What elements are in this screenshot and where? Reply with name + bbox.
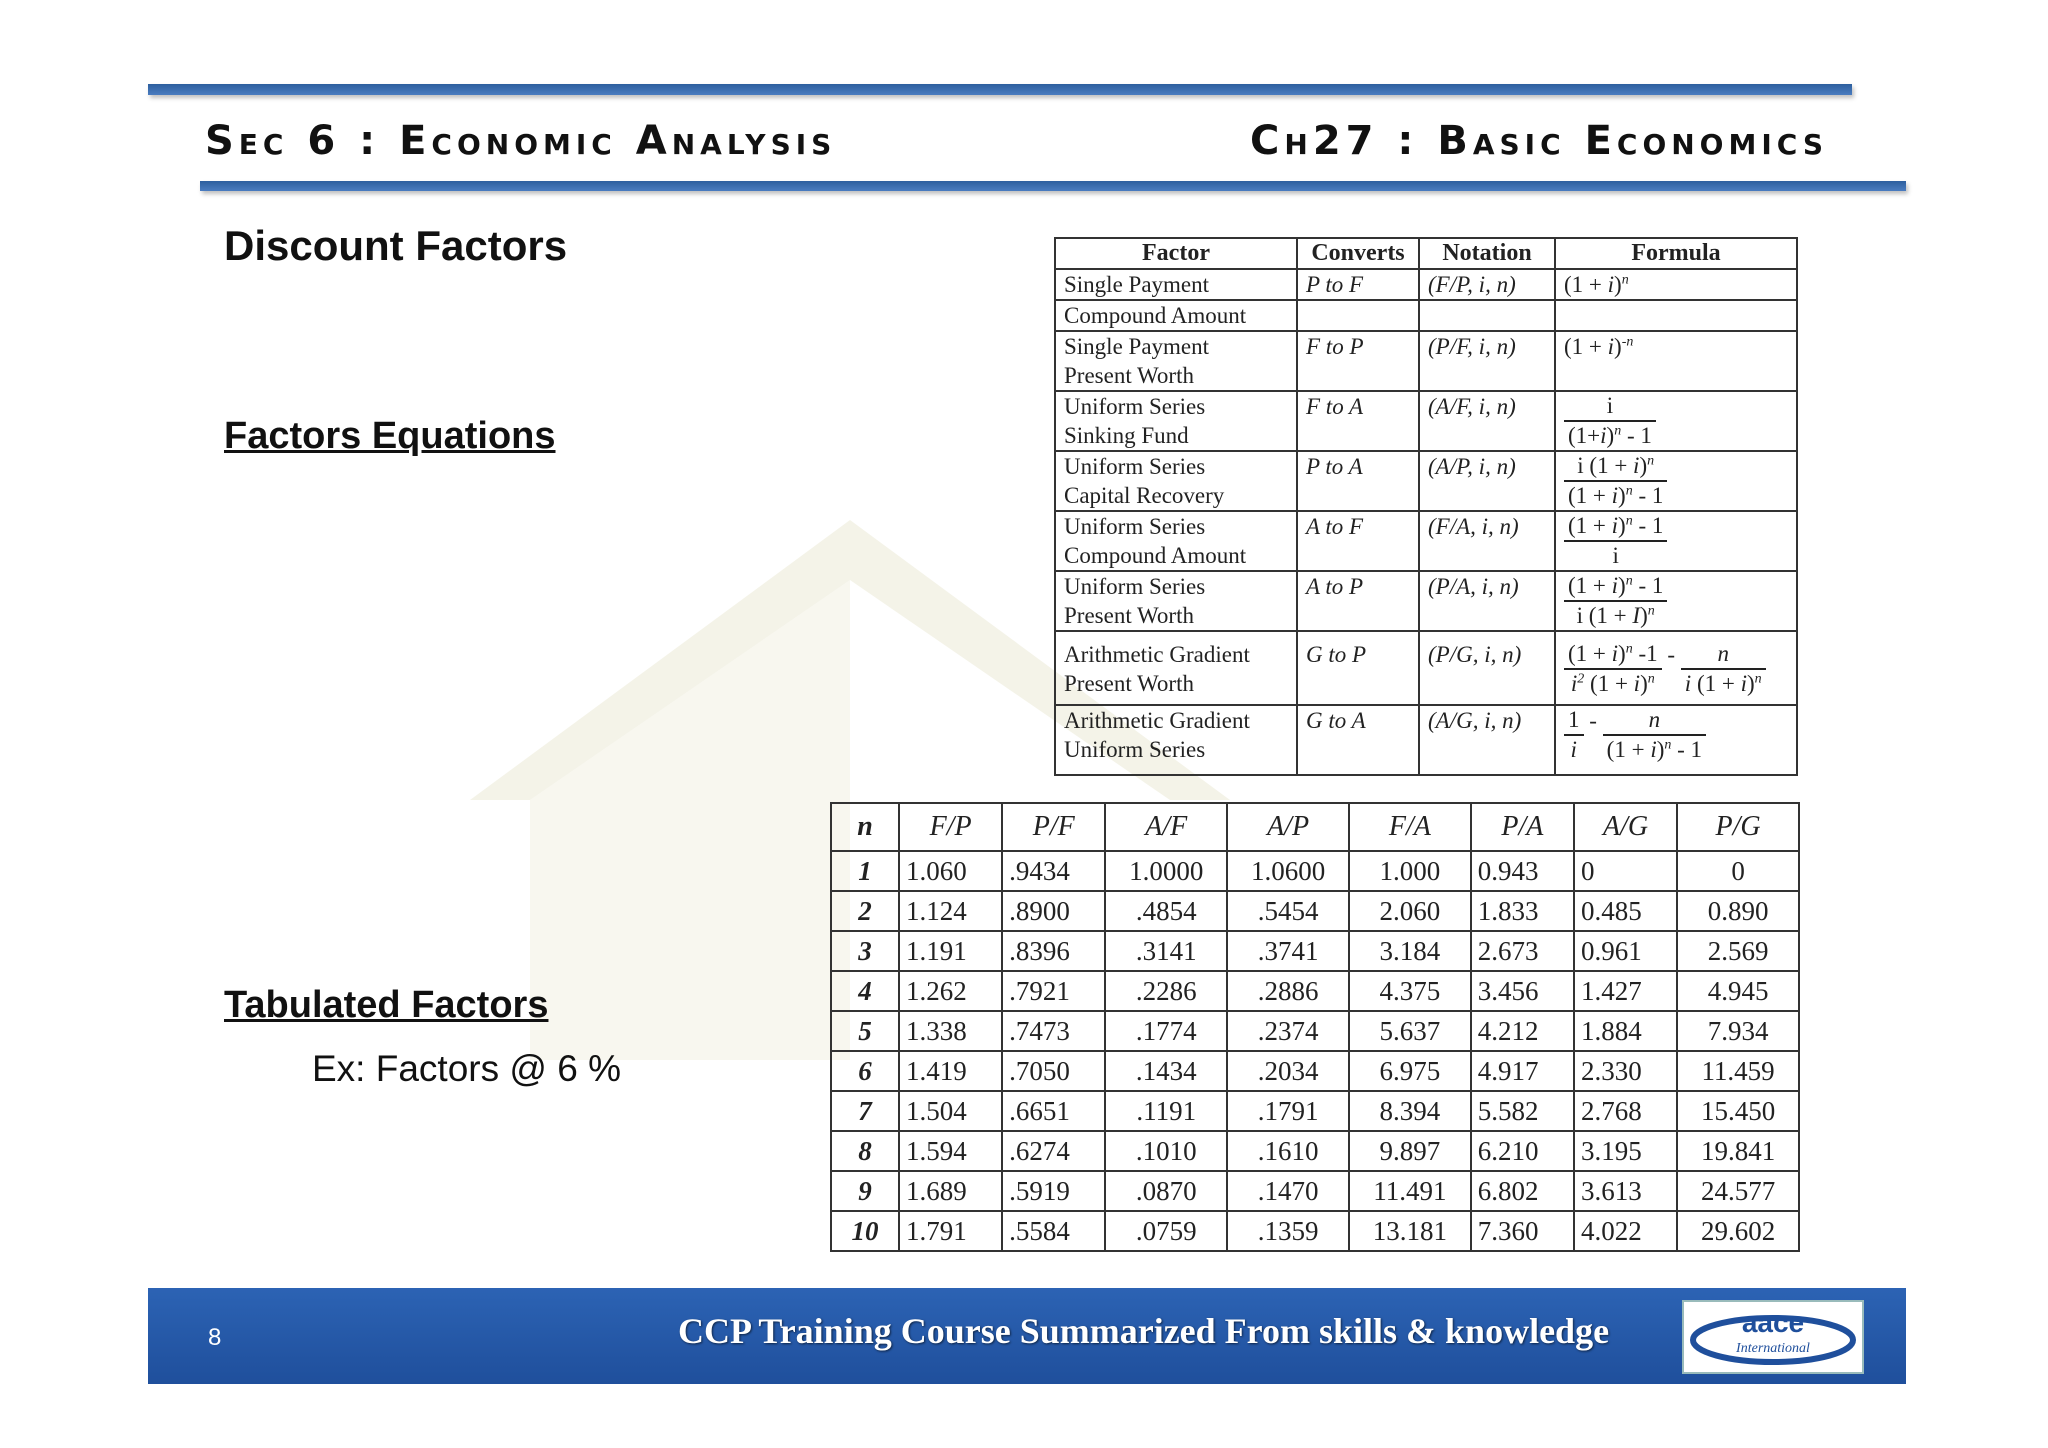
- table-row: [1055, 705, 1797, 775]
- table-cell: 9.897: [1349, 1131, 1471, 1171]
- converts-cell: G to A: [1297, 705, 1419, 775]
- table-cell: .2034: [1227, 1051, 1349, 1091]
- table-cell: 0.943: [1471, 851, 1574, 891]
- formula-table-header: [1055, 238, 1797, 269]
- table-cell: 1.833: [1471, 891, 1574, 931]
- table-cell: 1.504: [899, 1091, 1002, 1131]
- table-cell: .1010: [1105, 1131, 1227, 1171]
- table-cell: 0.890: [1677, 891, 1799, 931]
- table-cell: 1.884: [1574, 1011, 1677, 1051]
- formula-cell: $(1 + i)^{-n}$: [1555, 331, 1797, 391]
- table-cell: 13.181: [1349, 1211, 1471, 1251]
- factor-cell: Single Payment: [1055, 269, 1297, 300]
- table-cell: 1.124: [899, 891, 1002, 931]
- table-cell: 1.000: [1349, 851, 1471, 891]
- footer-bar: [148, 1288, 1906, 1384]
- svg-text:aace: aace: [1741, 1307, 1805, 1338]
- converts-cell: A to F: [1297, 511, 1419, 571]
- table-row: [1055, 631, 1797, 705]
- table-row: [1055, 269, 1797, 300]
- header-converts: Converts: [1297, 238, 1419, 269]
- table-cell: .9434: [1002, 851, 1105, 891]
- table-cell: 6.802: [1471, 1171, 1574, 1211]
- table-row: [831, 1011, 1799, 1051]
- table-cell: 4.375: [1349, 971, 1471, 1011]
- factor-cell: Compound Amount: [1055, 300, 1297, 331]
- column-header: A/G: [1574, 803, 1677, 851]
- table-cell: .5584: [1002, 1211, 1105, 1251]
- notation-cell: (A/G, i, n): [1419, 705, 1555, 775]
- table-cell: 2.569: [1677, 931, 1799, 971]
- table-cell: .1470: [1227, 1171, 1349, 1211]
- table-cell: 5.637: [1349, 1011, 1471, 1051]
- table-cell: 6.975: [1349, 1051, 1471, 1091]
- aace-logo: [1682, 1300, 1864, 1374]
- factor-cell: Single Payment Present Worth: [1055, 331, 1297, 391]
- formula-cell: $\frac{(1 + i)^n - 1}{i}$: [1555, 511, 1797, 571]
- table-cell: .1359: [1227, 1211, 1349, 1251]
- table-cell: 3.195: [1574, 1131, 1677, 1171]
- table-row: [1055, 331, 1797, 391]
- table-cell: 2.768: [1574, 1091, 1677, 1131]
- notation-cell: (F/P, i, n): [1419, 269, 1555, 300]
- example-note: Ex: Factors @ 6 %: [312, 1048, 621, 1089]
- table-cell: 3.184: [1349, 931, 1471, 971]
- factor-cell: Arithmetic Gradient Present Worth: [1055, 631, 1297, 705]
- column-header: F/A: [1349, 803, 1471, 851]
- table-row: [831, 1091, 1799, 1131]
- section-header: Sec 6 : Economic Analysis: [205, 118, 837, 164]
- factor-cell: Uniform Series Present Worth: [1055, 571, 1297, 631]
- table-cell: 1.791: [899, 1211, 1002, 1251]
- column-header: P/F: [1002, 803, 1105, 851]
- table-cell: 2.060: [1349, 891, 1471, 931]
- table-cell: 4.917: [1471, 1051, 1574, 1091]
- formula-table: [1054, 237, 1798, 776]
- column-header: A/P: [1227, 803, 1349, 851]
- formula-cell: $(1 + i)^n$: [1555, 269, 1797, 300]
- table-row: [1055, 451, 1797, 511]
- table-row: [831, 851, 1799, 891]
- table-cell: 0.961: [1574, 931, 1677, 971]
- header-rule-bottom: [200, 181, 1906, 191]
- table-cell: 1.427: [1574, 971, 1677, 1011]
- table-cell: 1.689: [899, 1171, 1002, 1211]
- table-cell: 6.210: [1471, 1131, 1574, 1171]
- table-row: [1055, 391, 1797, 451]
- table-cell: .8396: [1002, 931, 1105, 971]
- notation-cell: (P/A, i, n): [1419, 571, 1555, 631]
- table-cell: 1.0600: [1227, 851, 1349, 891]
- converts-cell: G to P: [1297, 631, 1419, 705]
- converts-cell: A to P: [1297, 571, 1419, 631]
- table-row: [1055, 571, 1797, 631]
- table-cell: .1610: [1227, 1131, 1349, 1171]
- factor-cell: Arithmetic Gradient Uniform Series: [1055, 705, 1297, 775]
- column-header: A/F: [1105, 803, 1227, 851]
- formula-cell: $\frac{1}{i}$ - $\frac{n}{(1 + i)^n - 1}$: [1555, 705, 1797, 775]
- factor-table: [830, 802, 1800, 1252]
- table-cell: 5: [831, 1011, 899, 1051]
- factor-cell: Uniform Series Capital Recovery: [1055, 451, 1297, 511]
- table-cell: 8: [831, 1131, 899, 1171]
- table-cell: 3: [831, 931, 899, 971]
- table-cell: 0: [1677, 851, 1799, 891]
- column-header: F/P: [899, 803, 1002, 851]
- notation-cell: (P/F, i, n): [1419, 331, 1555, 391]
- table-cell: .1434: [1105, 1051, 1227, 1091]
- factor-table-header: [831, 803, 1799, 851]
- page-title: Discount Factors: [224, 222, 568, 269]
- notation-cell: (F/A, i, n): [1419, 511, 1555, 571]
- table-row: [831, 971, 1799, 1011]
- table-cell: .3141: [1105, 931, 1227, 971]
- table-cell: .1791: [1227, 1091, 1349, 1131]
- header-notation: Notation: [1419, 238, 1555, 269]
- table-cell: 29.602: [1677, 1211, 1799, 1251]
- formula-cell: $\frac{(1 + i)^n -1}{i^2 (1 + i)^n}$ - $\frac{n}{i (1 + i)^n}$: [1555, 631, 1797, 705]
- table-cell: 8.394: [1349, 1091, 1471, 1131]
- tabulated-factors-heading: Tabulated Factors: [224, 984, 549, 1026]
- header-formula: Formula: [1555, 238, 1797, 269]
- table-cell: 1.419: [899, 1051, 1002, 1091]
- table-cell: 4: [831, 971, 899, 1011]
- table-cell: 11.491: [1349, 1171, 1471, 1211]
- table-cell: 1.191: [899, 931, 1002, 971]
- notation-cell: (A/F, i, n): [1419, 391, 1555, 451]
- table-row: [831, 1131, 1799, 1171]
- table-cell: 7.934: [1677, 1011, 1799, 1051]
- table-cell: .2286: [1105, 971, 1227, 1011]
- converts-cell: F to A: [1297, 391, 1419, 451]
- table-cell: 3.456: [1471, 971, 1574, 1011]
- page-number: 8: [208, 1324, 222, 1351]
- table-row: [1055, 511, 1797, 571]
- table-cell: .2886: [1227, 971, 1349, 1011]
- table-cell: .5919: [1002, 1171, 1105, 1211]
- table-cell: 10: [831, 1211, 899, 1251]
- factors-equations-heading: Factors Equations: [224, 415, 556, 457]
- table-cell: .6274: [1002, 1131, 1105, 1171]
- table-cell: .0759: [1105, 1211, 1227, 1251]
- chapter-header: Ch27 : Basic Economics: [1250, 118, 1828, 164]
- table-cell: 2: [831, 891, 899, 931]
- table-cell: .7473: [1002, 1011, 1105, 1051]
- table-cell: 2.330: [1574, 1051, 1677, 1091]
- table-cell: 3.613: [1574, 1171, 1677, 1211]
- table-cell: .8900: [1002, 891, 1105, 931]
- table-cell: 1.594: [899, 1131, 1002, 1171]
- table-cell: 2.673: [1471, 931, 1574, 971]
- table-cell: 1.0000: [1105, 851, 1227, 891]
- table-cell: 7.360: [1471, 1211, 1574, 1251]
- table-cell: 9: [831, 1171, 899, 1211]
- table-row: [831, 931, 1799, 971]
- table-cell: 1.060: [899, 851, 1002, 891]
- table-cell: 1.262: [899, 971, 1002, 1011]
- table-cell: 6: [831, 1051, 899, 1091]
- table-cell: .4854: [1105, 891, 1227, 931]
- table-row: [831, 1211, 1799, 1251]
- formula-cell: $\frac{i (1 + i)^n}{(1 + i)^n - 1}$: [1555, 451, 1797, 511]
- table-cell: .1191: [1105, 1091, 1227, 1131]
- table-cell: 11.459: [1677, 1051, 1799, 1091]
- converts-cell: P to F: [1297, 269, 1419, 300]
- table-row: [831, 1051, 1799, 1091]
- table-cell: 4.212: [1471, 1011, 1574, 1051]
- table-row: [831, 1171, 1799, 1211]
- table-row: [1055, 300, 1797, 331]
- table-cell: 1.338: [899, 1011, 1002, 1051]
- table-cell: 0: [1574, 851, 1677, 891]
- table-cell: .1774: [1105, 1011, 1227, 1051]
- column-header: n: [831, 803, 899, 851]
- table-cell: 4.945: [1677, 971, 1799, 1011]
- table-cell: 0.485: [1574, 891, 1677, 931]
- converts-cell: P to A: [1297, 451, 1419, 511]
- table-cell: .7921: [1002, 971, 1105, 1011]
- table-cell: 5.582: [1471, 1091, 1574, 1131]
- column-header: P/G: [1677, 803, 1799, 851]
- header-factor: Factor: [1055, 238, 1297, 269]
- notation-cell: (P/G, i, n): [1419, 631, 1555, 705]
- table-cell: .0870: [1105, 1171, 1227, 1211]
- factor-cell: Uniform Series Compound Amount: [1055, 511, 1297, 571]
- header-rule-top: [148, 84, 1852, 95]
- table-cell: 24.577: [1677, 1171, 1799, 1211]
- table-cell: 4.022: [1574, 1211, 1677, 1251]
- table-row: [831, 891, 1799, 931]
- formula-cell: $\frac{(1 + i)^n - 1}{i (1 + I)^n}$: [1555, 571, 1797, 631]
- table-cell: .5454: [1227, 891, 1349, 931]
- converts-cell: F to P: [1297, 331, 1419, 391]
- table-cell: .3741: [1227, 931, 1349, 971]
- table-cell: .7050: [1002, 1051, 1105, 1091]
- table-cell: 7: [831, 1091, 899, 1131]
- svg-text:International: International: [1736, 1341, 1810, 1356]
- table-cell: 19.841: [1677, 1131, 1799, 1171]
- column-header: P/A: [1471, 803, 1574, 851]
- formula-cell: $\frac{i}{(1+i)^n - 1}$: [1555, 391, 1797, 451]
- table-cell: .2374: [1227, 1011, 1349, 1051]
- factor-cell: Uniform Series Sinking Fund: [1055, 391, 1297, 451]
- table-cell: 15.450: [1677, 1091, 1799, 1131]
- table-cell: .6651: [1002, 1091, 1105, 1131]
- footer-text: CCP Training Course Summarized From skills & knowledge: [678, 1311, 1610, 1351]
- notation-cell: (A/P, i, n): [1419, 451, 1555, 511]
- table-cell: 1: [831, 851, 899, 891]
